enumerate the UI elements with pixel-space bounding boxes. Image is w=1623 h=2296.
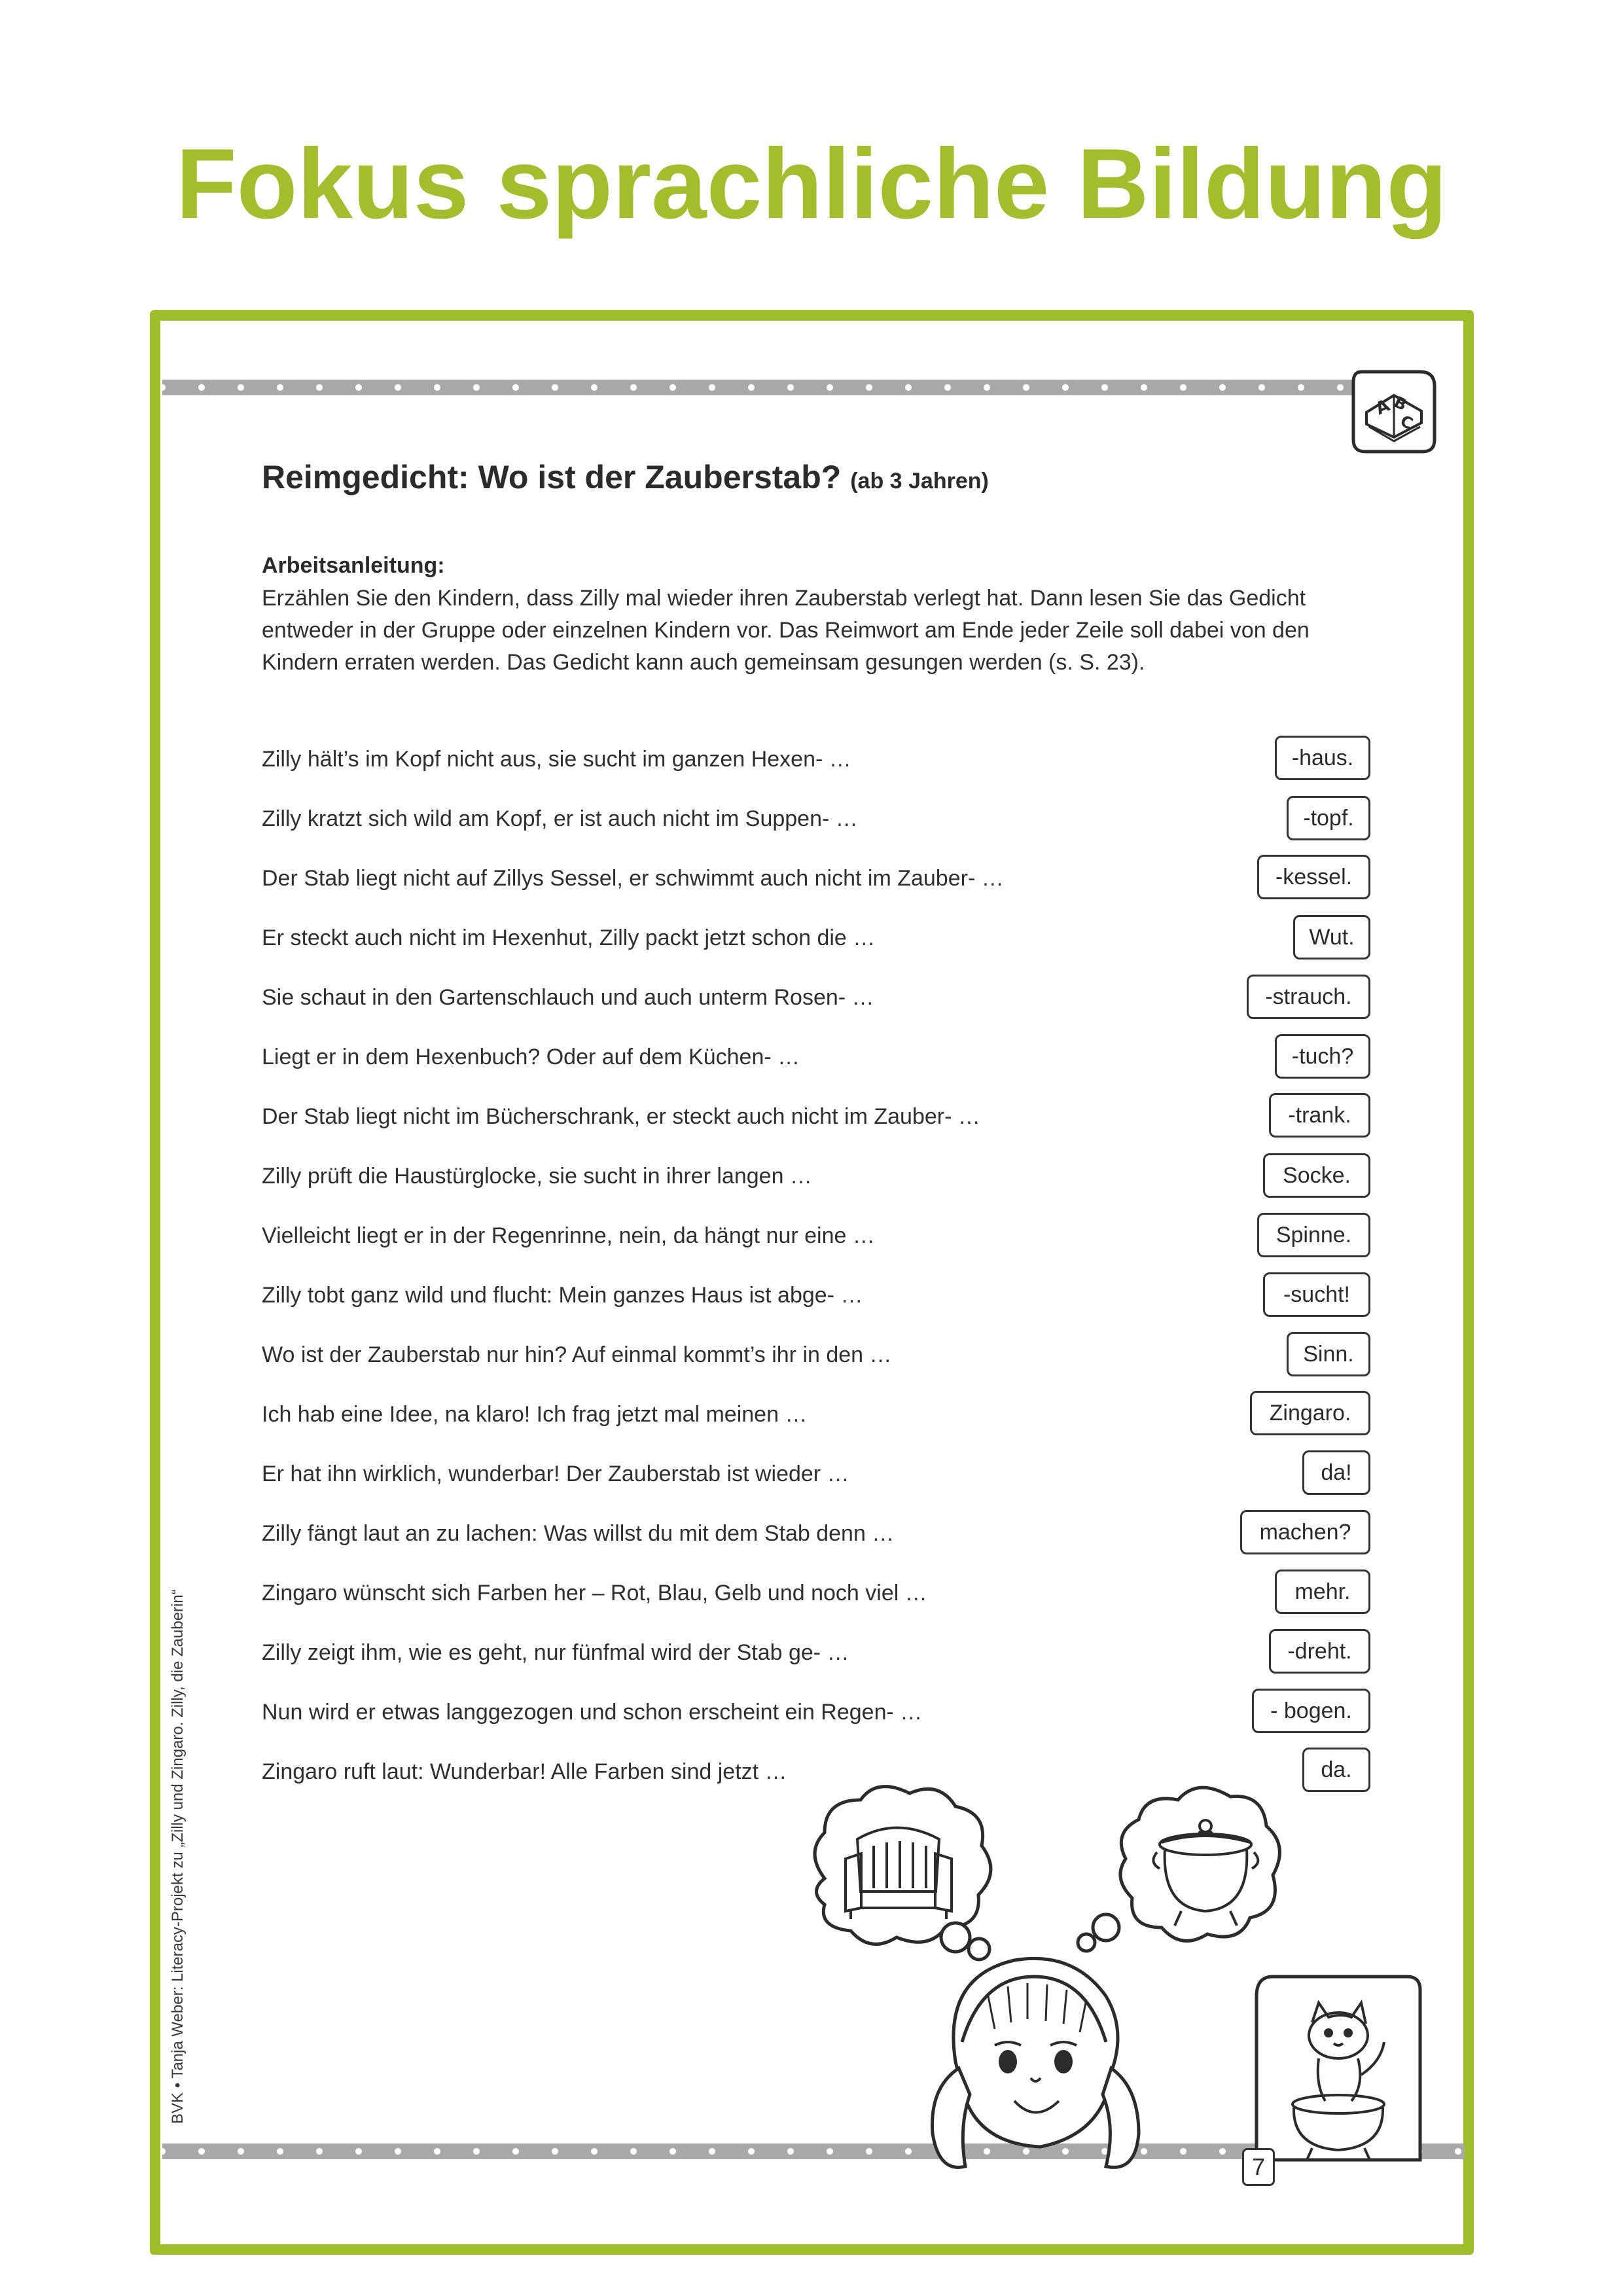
poem-line: Zingaro wünscht sich Farben her – Rot, Blau, Gelb und noch viel …	[262, 1581, 927, 1605]
answer-box: Zingaro.	[1250, 1391, 1370, 1435]
poem-line: Zilly fängt laut an zu lachen: Was willst du mit dem Stab denn …	[262, 1521, 895, 1546]
instructions-heading: Arbeitsanleitung:	[262, 553, 445, 578]
svg-text:C: C	[1397, 411, 1416, 433]
worksheet-title	[262, 458, 989, 496]
abc-book-icon	[1348, 367, 1440, 458]
poem-line: Zilly hält’s im Kopf nicht aus, sie sucht im ganzen Hexen- …	[262, 747, 851, 772]
girl-thinking-illustration	[798, 1780, 1296, 2186]
poem-line: Liegt er in dem Hexenbuch? Oder auf dem Küchen- …	[262, 1045, 800, 1069]
svg-text:B: B	[1391, 393, 1410, 415]
svg-text:A: A	[1372, 395, 1393, 420]
answer-box: - bogen.	[1252, 1689, 1370, 1733]
answer-box: -topf.	[1287, 796, 1370, 840]
answer-box: Wut.	[1293, 915, 1370, 960]
poem-line: Vielleicht liegt er in der Regenrinne, nein, da hängt nur eine …	[262, 1223, 875, 1248]
answer-box: -strauch.	[1247, 975, 1370, 1019]
answer-box: -sucht!	[1263, 1272, 1370, 1317]
top-dotted-bar	[162, 380, 1353, 395]
instructions-text: Erzählen Sie den Kindern, dass Zilly mal wieder ihren Zauberstab verlegt hat. Dann lesen Sie das Gedicht entweder in der Gruppe oder einzelnen Kindern vor. Das Reimwort am Ende jeder Zeile soll dabei von den Kindern erraten werden. Das Gedicht kann auch gemeinsam gesungen werden (s. S. 23).	[262, 586, 1310, 675]
poem-line: Er steckt auch nicht im Hexenhut, Zilly packt jetzt schon die …	[262, 925, 876, 950]
poem-line: Zilly kratzt sich wild am Kopf, er ist auch nicht im Suppen- …	[262, 806, 858, 831]
poem-line: Der Stab liegt nicht auf Zillys Sessel, er schwimmt auch nicht im Zauber- …	[262, 866, 1004, 891]
poem-line: Zilly prüft die Haustürglocke, sie sucht in ihrer langen …	[262, 1164, 812, 1189]
poem-line: Der Stab liegt nicht im Bücherschrank, er steckt auch nicht im Zauber- …	[262, 1104, 980, 1129]
cat-on-cauldron-icon	[1253, 1970, 1423, 2166]
poem-line: Nun wird er etwas langgezogen und schon erscheint ein Regen- …	[262, 1700, 923, 1725]
page-header-title: Fokus sprachliche Bildung	[175, 128, 1448, 240]
poem-line: Zilly tobt ganz wild und flucht: Mein ganzes Haus ist abge- …	[262, 1283, 863, 1308]
age-note: (ab 3 Jahren)	[850, 469, 989, 493]
poem-line: Ich hab eine Idee, na klaro! Ich frag jetzt mal meinen …	[262, 1402, 808, 1427]
answer-box: -trank.	[1269, 1093, 1370, 1138]
poem-line: Er hat ihn wirklich, wunderbar! Der Zauberstab ist wieder …	[262, 1462, 849, 1486]
answer-box: -tuch?	[1275, 1034, 1370, 1079]
answer-box: -dreht.	[1269, 1629, 1370, 1674]
answer-box: da!	[1302, 1450, 1370, 1495]
worksheet-title-text: Reimgedicht: Wo ist der Zauberstab?	[262, 459, 842, 495]
poem-line: Zingaro ruft laut: Wunderbar! Alle Farben sind jetzt …	[262, 1759, 787, 1784]
answer-box: -haus.	[1275, 736, 1370, 780]
answer-box: Spinne.	[1257, 1213, 1370, 1257]
answer-box: machen?	[1240, 1510, 1370, 1554]
answer-box: -kessel.	[1257, 855, 1370, 899]
answer-box: mehr.	[1275, 1570, 1370, 1614]
answer-box: Socke.	[1263, 1153, 1370, 1198]
side-credit: BVK • Tanja Weber: Literacy-Projekt zu „Zilly und Zingaro. Zilly, die Zauberin“	[169, 1589, 187, 2124]
poem-line: Wo ist der Zauberstab nur hin? Auf einmal kommt’s ihr in den …	[262, 1342, 892, 1367]
answer-box: Sinn.	[1287, 1332, 1370, 1376]
answer-box: da.	[1302, 1748, 1370, 1792]
poem-line: Sie schaut in den Gartenschlauch und auch unterm Rosen- …	[262, 985, 874, 1010]
poem-line: Zilly zeigt ihm, wie es geht, nur fünfmal wird der Stab ge- …	[262, 1640, 849, 1665]
page-number: 7	[1242, 2148, 1275, 2186]
